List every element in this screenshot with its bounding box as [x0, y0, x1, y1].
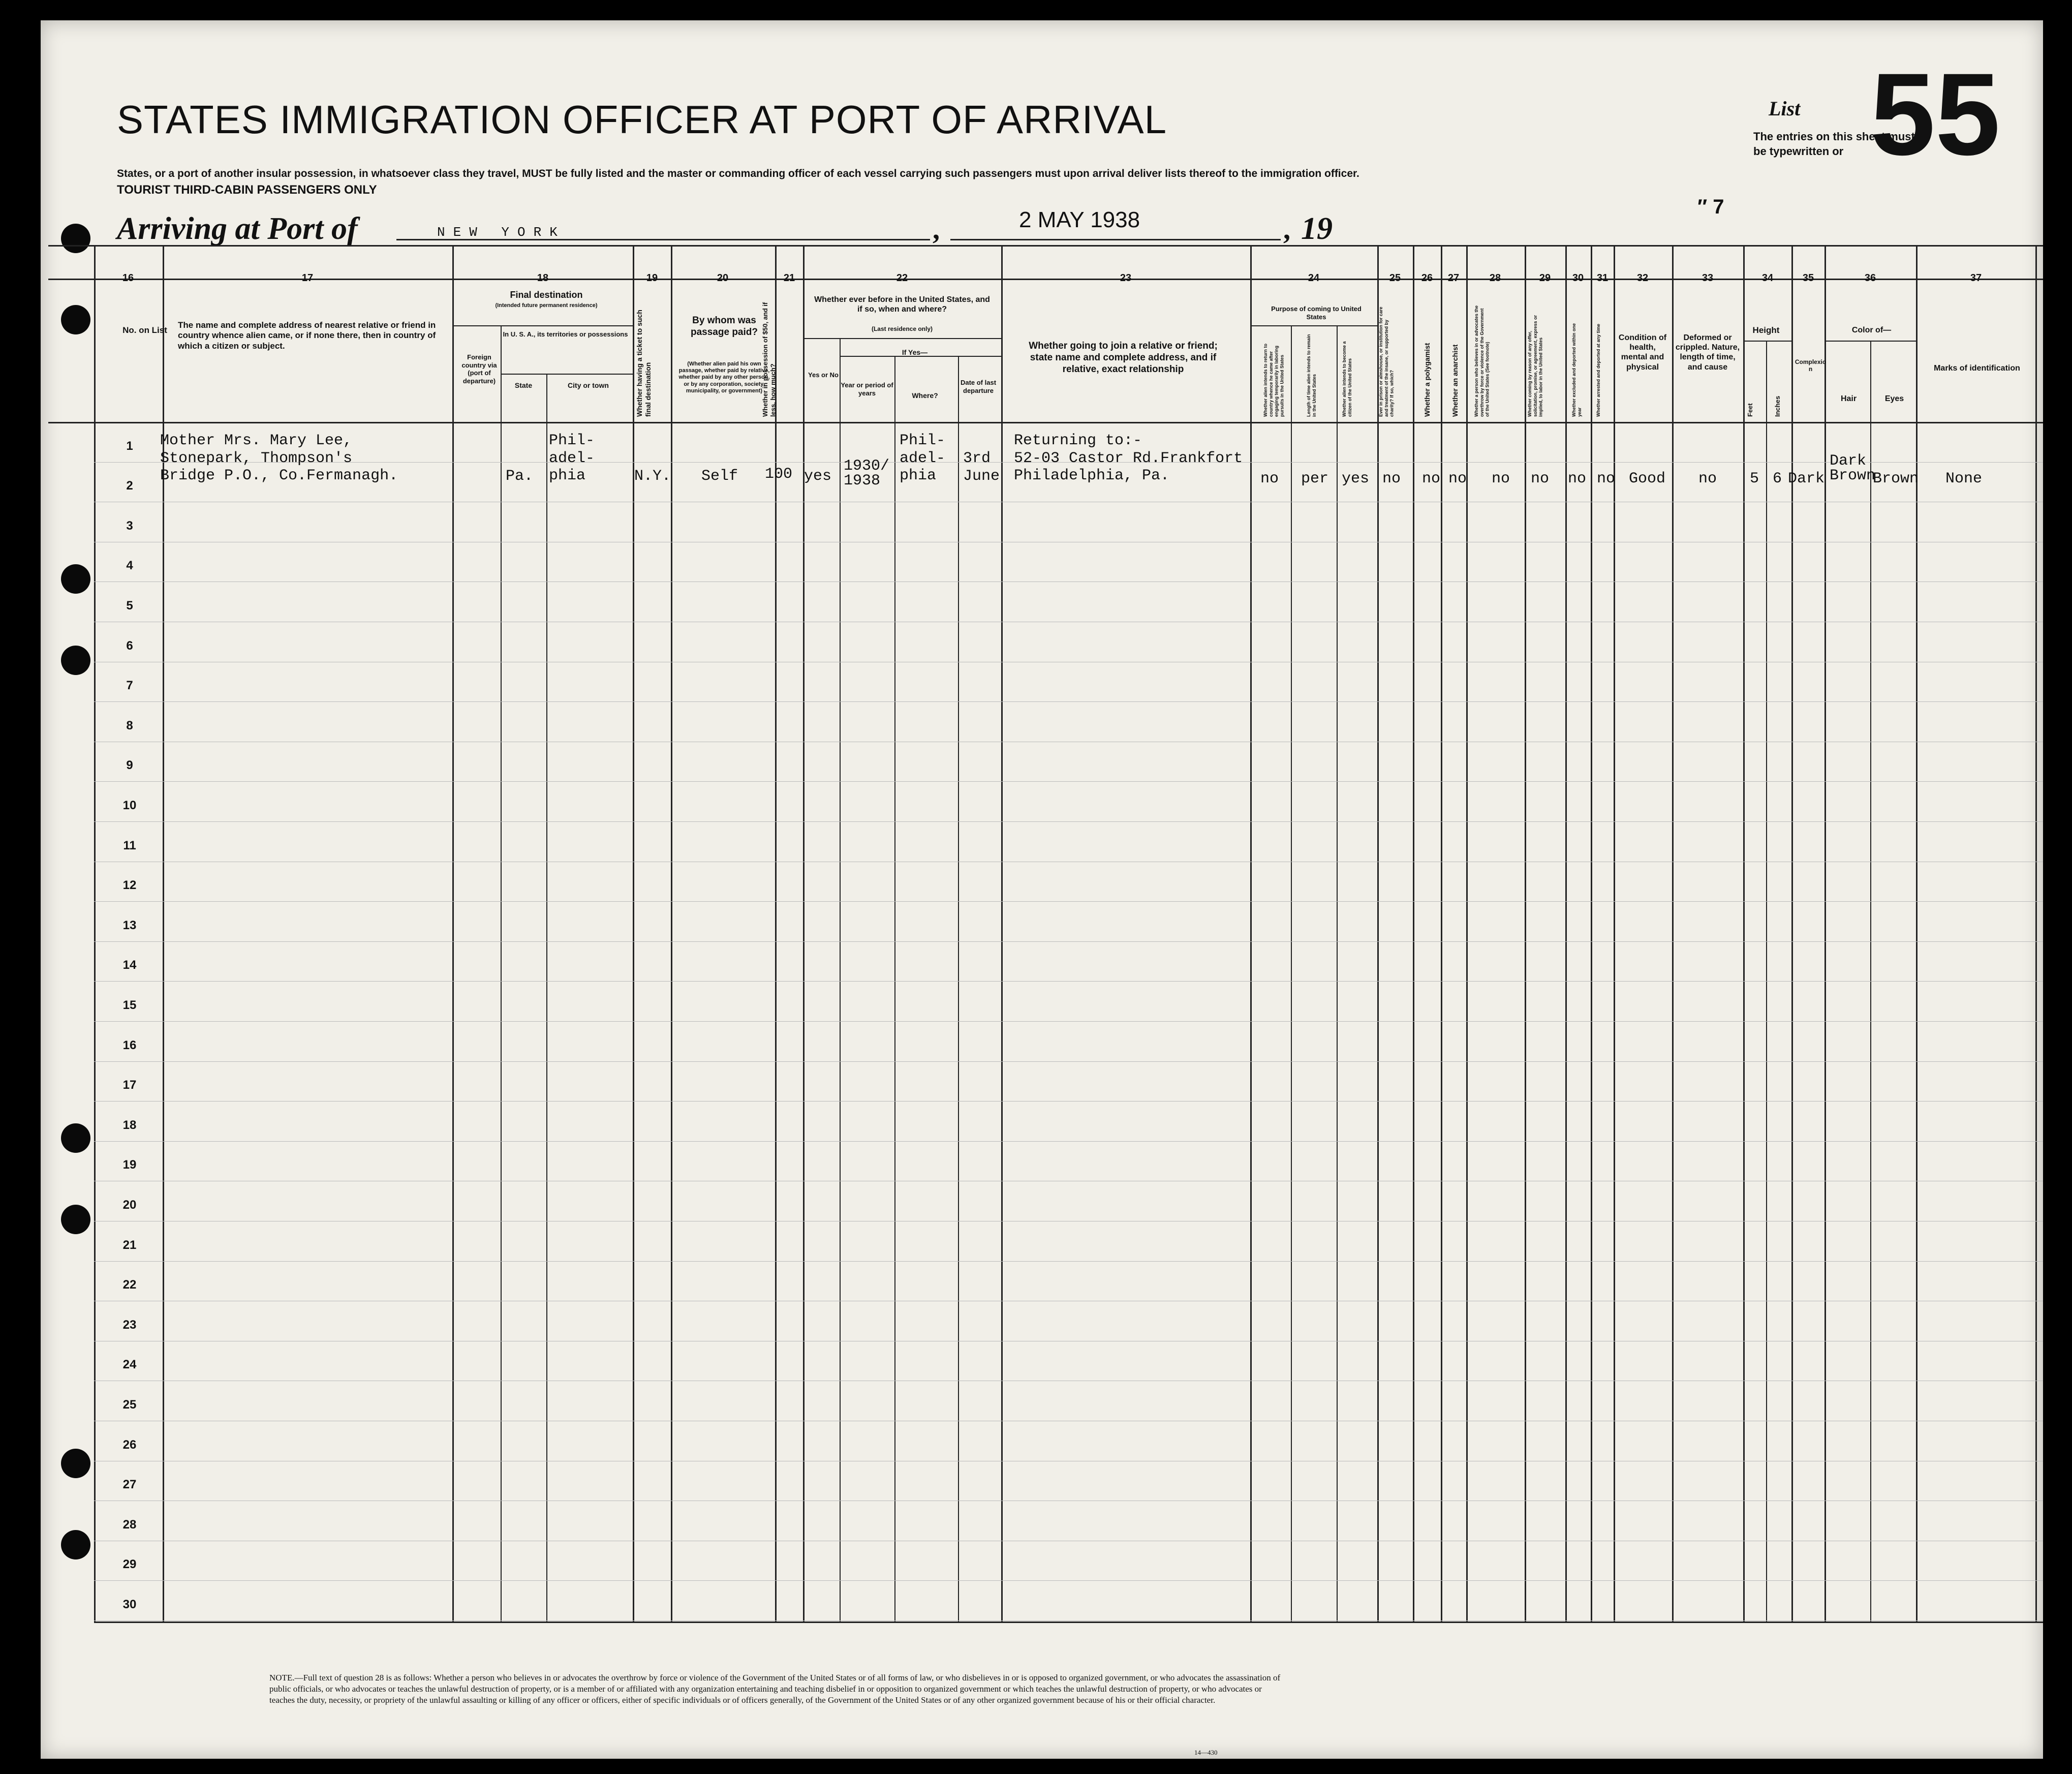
header-excluded: Whether excluded and deported within one year — [1571, 323, 1582, 417]
column-number: 27 — [1447, 272, 1460, 284]
entry-overthrow: no — [1492, 470, 1510, 487]
column-line — [1377, 245, 1379, 1622]
entry-joining — [1014, 432, 1243, 485]
punch-hole — [61, 1449, 90, 1478]
header-no-on-list: No. on List — [122, 325, 167, 335]
column-number: 21 — [783, 272, 795, 284]
row-number: 6 — [126, 638, 133, 653]
row-number: 16 — [122, 1038, 137, 1052]
row-line — [94, 941, 2043, 942]
header-if-yes: If Yes— — [902, 348, 928, 356]
column-number: 22 — [896, 272, 908, 284]
header-marks: Marks of identification — [1934, 364, 2020, 373]
column-line — [94, 245, 96, 1622]
row-line — [94, 821, 2043, 822]
entry-years-line: 1938 — [844, 472, 881, 490]
entry-health: Good — [1629, 470, 1666, 487]
header-city: City or town — [568, 381, 609, 389]
column-line — [1001, 245, 1003, 1622]
sub-header-line — [1743, 341, 1791, 342]
row-number: 21 — [122, 1238, 137, 1252]
row-number: 28 — [122, 1517, 137, 1532]
entry-city-line: adel- — [549, 449, 595, 467]
entry-where — [900, 432, 945, 485]
header-ticket: Whether having a ticket to such final destination — [635, 310, 652, 417]
separator-comma: , — [1283, 214, 1290, 246]
header-before-in-us: Whether ever before in the United States, and if so, when and where? — [814, 295, 990, 314]
column-number: 23 — [1120, 272, 1132, 284]
header-offer: Whether coming by reason of any offer, solicitation, promise, or agreement, express or implied, to labor in the United States — [1527, 315, 1543, 417]
entry-relative-line: Bridge P.O., Co.Fermanagh. — [160, 467, 398, 484]
column-number: 31 — [1596, 272, 1609, 284]
column-line — [633, 245, 634, 1622]
header-before-in-us-sub: (Last residence only) — [871, 325, 933, 332]
header-state: State — [514, 381, 533, 389]
punch-hole — [61, 1123, 90, 1153]
header-anarchist: Whether an anarchist — [1451, 344, 1459, 417]
column-line — [2035, 245, 2037, 1622]
entries-note-line: The entries on this sheet must — [1753, 130, 1915, 143]
header-polygamist: Whether a polygamist — [1423, 343, 1431, 417]
row-number: 12 — [122, 878, 137, 893]
entry-hair-line: Brown — [1830, 467, 1876, 484]
row-number: 7 — [126, 679, 133, 693]
column-number: 32 — [1636, 272, 1649, 284]
column-number: 33 — [1702, 272, 1714, 284]
entry-inches: 6 — [1773, 470, 1782, 487]
entry-departure-line: 3rd — [963, 450, 991, 467]
sub-column-line — [1291, 325, 1292, 1622]
entry-where-line: phia — [900, 467, 937, 484]
entries-note-line: be typewritten or — [1753, 144, 1844, 158]
sub-column-line — [894, 356, 895, 1622]
column-line — [1525, 245, 1526, 1622]
column-number: 20 — [717, 272, 729, 284]
row-number: 14 — [122, 958, 137, 972]
column-line — [671, 245, 672, 1622]
header-passage-paid: By whom was passage paid? — [691, 315, 758, 338]
entry-where-line: adel- — [900, 449, 946, 467]
entry-departure-line: June — [963, 467, 1000, 485]
punch-hole — [61, 564, 90, 594]
stamp-mark: ″ 7 — [1697, 196, 1724, 218]
row-line — [94, 1261, 2043, 1262]
entry-city-line: Phil- — [549, 432, 595, 449]
date-underline — [950, 239, 1281, 240]
header-purpose-citizen: Whether alien intends to become a citizen of the United States — [1342, 341, 1352, 417]
row-line — [94, 1620, 2043, 1621]
column-line — [1466, 245, 1468, 1622]
column-line — [1614, 245, 1615, 1622]
entry-years-line: 1930/ — [844, 457, 890, 475]
entry-joining-line: Philadelphia, Pa. — [1014, 467, 1170, 484]
header-usa: In U. S. A., its territories or possessions — [503, 330, 628, 338]
sub-header-line — [452, 325, 633, 326]
entry-city — [549, 432, 595, 485]
column-number: 16 — [122, 272, 134, 284]
column-line — [1743, 245, 1745, 1622]
column-line — [1591, 245, 1592, 1622]
entry-polygamist: no — [1422, 470, 1441, 487]
row-number: 19 — [122, 1158, 137, 1172]
row-line — [94, 781, 2043, 782]
arrival-date: 2 MAY 1938 — [1019, 207, 1140, 232]
column-line — [1672, 245, 1674, 1622]
entry-city-line: phia — [549, 467, 586, 484]
row-line — [94, 1141, 2043, 1142]
entry-money: 100 — [765, 466, 793, 483]
row-number: 13 — [122, 918, 137, 932]
row-number: 29 — [122, 1557, 137, 1572]
row-number: 25 — [122, 1398, 137, 1412]
year-prefix: 19 — [1301, 211, 1333, 246]
header-year: Year or period of years — [841, 381, 893, 397]
row-number: 10 — [122, 799, 137, 812]
column-number: 25 — [1389, 272, 1401, 284]
sub-header-line — [1250, 325, 1377, 326]
port-of-arrival: NEW YORK — [437, 225, 566, 240]
header-purpose-return: Whether alien intends to return to country whence he came after engaging temporarily in laboring pursuits in the United States — [1263, 343, 1285, 417]
row-number: 9 — [126, 758, 133, 773]
column-number: 26 — [1421, 272, 1433, 284]
column-line — [452, 245, 454, 1622]
separator-comma: , — [933, 214, 940, 246]
row-line — [94, 981, 2043, 982]
row-number: 17 — [122, 1078, 137, 1092]
header-deformed: Deformed or crippled. Nature, length of time, and cause — [1675, 333, 1740, 372]
header-final-destination-sub: (Intended future permanent residence) — [495, 302, 598, 309]
row-line — [94, 901, 2043, 902]
entry-relative-line: Mother Mrs. Mary Lee, — [160, 432, 353, 449]
row-line — [94, 1101, 2043, 1102]
arriving-label: Arriving at Port of — [117, 211, 358, 246]
entry-joining-line: Returning to:- — [1014, 432, 1142, 449]
header-purpose: Purpose of coming to United States — [1271, 305, 1362, 321]
header-hair: Hair — [1840, 394, 1857, 403]
column-number: 29 — [1539, 272, 1551, 284]
column-line — [775, 245, 777, 1622]
row-number: 11 — [123, 838, 136, 852]
column-number: 24 — [1308, 272, 1320, 284]
class-note: TOURIST THIRD-CABIN PASSENGERS ONLY — [117, 183, 377, 197]
entry-state: Pa. — [506, 468, 534, 485]
entry-purpose-length: per — [1301, 470, 1329, 487]
header-where: Where? — [912, 391, 938, 400]
header-eyes: Eyes — [1884, 394, 1904, 403]
row-number: 15 — [122, 998, 137, 1012]
header-color-of: Color of— — [1851, 326, 1892, 334]
sub-column-line — [840, 338, 841, 1622]
entry-offer: no — [1531, 470, 1550, 487]
row-number: 18 — [122, 1118, 137, 1132]
entry-paid-by: Self — [701, 468, 738, 485]
footnote: NOTE.—Full text of question 28 is as follows: Whether a person who believes in or advocates the overthrow by force or violence of the Government of the United States or of all forms of law, or who disbelieves in or is opposed to organized government, or who advocates the assassination of public officials, or who advocates or teaches the unlawful destruction of property, or is a member of or affiliated with any organization entertaining and teaching disbelief in or opposition to organized government or which teaches the unlawful destruction of property, or who advocates or teaches the duty, necessity, or propriety of the unlawful assaulting or killing of any officer or officers, either of specific individuals or of officers generally, of the Government of the United States or of any other organized government because of his or their official character. — [269, 1673, 1281, 1705]
header-inches: Inches — [1774, 395, 1781, 417]
entry-hair — [1830, 452, 1875, 484]
form-code: 14—430 — [1194, 1749, 1218, 1756]
entry-years — [844, 457, 889, 490]
row-number: 27 — [122, 1478, 137, 1492]
column-number: 28 — [1489, 272, 1501, 284]
column-number: 37 — [1970, 272, 1982, 284]
sub-column-line — [1337, 325, 1338, 1622]
entry-deformed: no — [1698, 470, 1717, 487]
punch-hole — [61, 224, 90, 253]
punch-hole — [61, 646, 90, 675]
row-number: 22 — [122, 1278, 137, 1292]
row-number: 26 — [122, 1437, 137, 1452]
header-money: Whether in possession of $50, and if less, how much? — [761, 302, 777, 417]
header-yes-no: Yes or No — [808, 371, 839, 379]
entry-relative — [160, 432, 398, 485]
entry-prison: no — [1382, 470, 1401, 487]
row-number: 23 — [122, 1318, 137, 1332]
sub-header-line — [1824, 341, 1916, 342]
list-label: List — [1769, 97, 1801, 120]
entry-feet: 5 — [1750, 470, 1759, 487]
header-prison: Ever in prison or almshouse, or institution for care and treatment of the insane, or supported by charity? If so, which? — [1378, 307, 1395, 417]
punch-hole — [61, 305, 90, 334]
column-line — [1413, 245, 1414, 1622]
entries-note — [1753, 130, 1915, 159]
punch-hole — [61, 1205, 90, 1234]
list-number: 55 — [1870, 49, 2000, 179]
sub-header-line — [501, 374, 633, 375]
entry-complexion: Dark — [1788, 470, 1825, 487]
entry-before-in-us: yes — [804, 468, 832, 485]
header-foreign-country: Foreign country via (port of departure) — [461, 353, 497, 385]
header-deported: Whether arrested and deported at any time — [1596, 323, 1601, 417]
column-line — [1916, 245, 1918, 1622]
header-overthrow: Whether a person who believes in or advocates the overthrow by force or violence of the Government of the United States (See footnote) — [1474, 305, 1490, 417]
column-line — [803, 245, 805, 1622]
column-number: 19 — [646, 272, 658, 284]
column-number: 17 — [301, 272, 314, 284]
row-number: 3 — [126, 518, 133, 533]
column-line — [1824, 245, 1826, 1622]
column-number: 35 — [1802, 272, 1814, 284]
entry-eyes: Brown — [1873, 470, 1919, 487]
entry-excluded: no — [1568, 470, 1587, 487]
row-line — [94, 701, 2043, 702]
row-number: 4 — [126, 559, 133, 573]
entry-joining-line: 52-03 Castor Rd.Frankfort — [1014, 449, 1243, 467]
entry-purpose-return: no — [1260, 470, 1279, 487]
header-feet: Feet — [1746, 403, 1754, 417]
sub-column-line — [958, 356, 959, 1622]
column-line — [1441, 245, 1442, 1622]
row-number: 30 — [122, 1598, 137, 1611]
entry-purpose-citizen: yes — [1342, 470, 1370, 487]
header-date-departure: Date of last departure — [960, 379, 997, 394]
sub-column-line — [546, 374, 547, 1622]
table-bottom-border — [94, 1622, 2043, 1623]
entry-deported: no — [1597, 470, 1616, 487]
row-number: 20 — [122, 1198, 137, 1212]
column-number: 34 — [1761, 272, 1774, 284]
entry-departure — [963, 450, 1000, 485]
row-line — [94, 1580, 2043, 1581]
header-height: Height — [1752, 325, 1780, 335]
entry-marks: None — [1945, 470, 1983, 487]
header-complexion: Complexion — [1795, 358, 1827, 373]
row-number: 2 — [126, 479, 133, 493]
entry-where-line: Phil- — [900, 432, 946, 449]
row-number: 8 — [126, 718, 133, 732]
instructions-text: States, or a port of another insular possession, in whatsoever class they travel, MUST be fully listed and the master or commanding officer of each vessel carrying such passengers must upon arrival deliver lists thereof to the immigration officer. — [117, 168, 1359, 179]
header-nearest-relative: The name and complete address of nearest relative or friend in country whence alien came, or if none there, then in country of which a citizen or subject. — [178, 320, 436, 351]
column-number: 30 — [1572, 272, 1584, 284]
header-going-to-join: Whether going to join a relative or friend; state name and complete address, and if relative, exact relationship — [1029, 341, 1218, 375]
header-final-destination: Final destination — [510, 290, 583, 300]
sub-column-line — [501, 325, 502, 1622]
row-number: 5 — [126, 599, 133, 613]
column-line — [1791, 245, 1793, 1622]
page-title: STATES IMMIGRATION OFFICER AT PORT OF ARRIVAL — [117, 97, 1167, 142]
entry-anarchist: no — [1448, 470, 1467, 487]
column-line — [1250, 245, 1252, 1622]
row-number: 1 — [126, 439, 133, 453]
header-passage-paid-sub: (Whether alien paid his own passage, whether paid by relative, whether paid by any other person, or by any corporation, society, municipality, or government) — [678, 361, 770, 394]
row-line — [94, 1061, 2043, 1062]
entry-relative-line: Stonepark, Thompson's — [160, 449, 353, 467]
row-line — [94, 1021, 2043, 1022]
header-health: Condition of health, mental and physical — [1618, 333, 1667, 372]
sub-header-line — [803, 338, 1001, 339]
column-line — [1565, 245, 1567, 1622]
punch-hole — [61, 1530, 90, 1559]
entry-ticket: N.Y. — [634, 468, 671, 485]
row-number: 24 — [122, 1358, 137, 1372]
entry-hair-line: Dark — [1830, 452, 1867, 470]
header-purpose-length: Length of time alien intends to remain in the United States — [1306, 334, 1317, 417]
manifest-sheet — [41, 20, 2043, 1759]
column-number: 18 — [537, 272, 549, 284]
column-number: 36 — [1864, 272, 1876, 284]
